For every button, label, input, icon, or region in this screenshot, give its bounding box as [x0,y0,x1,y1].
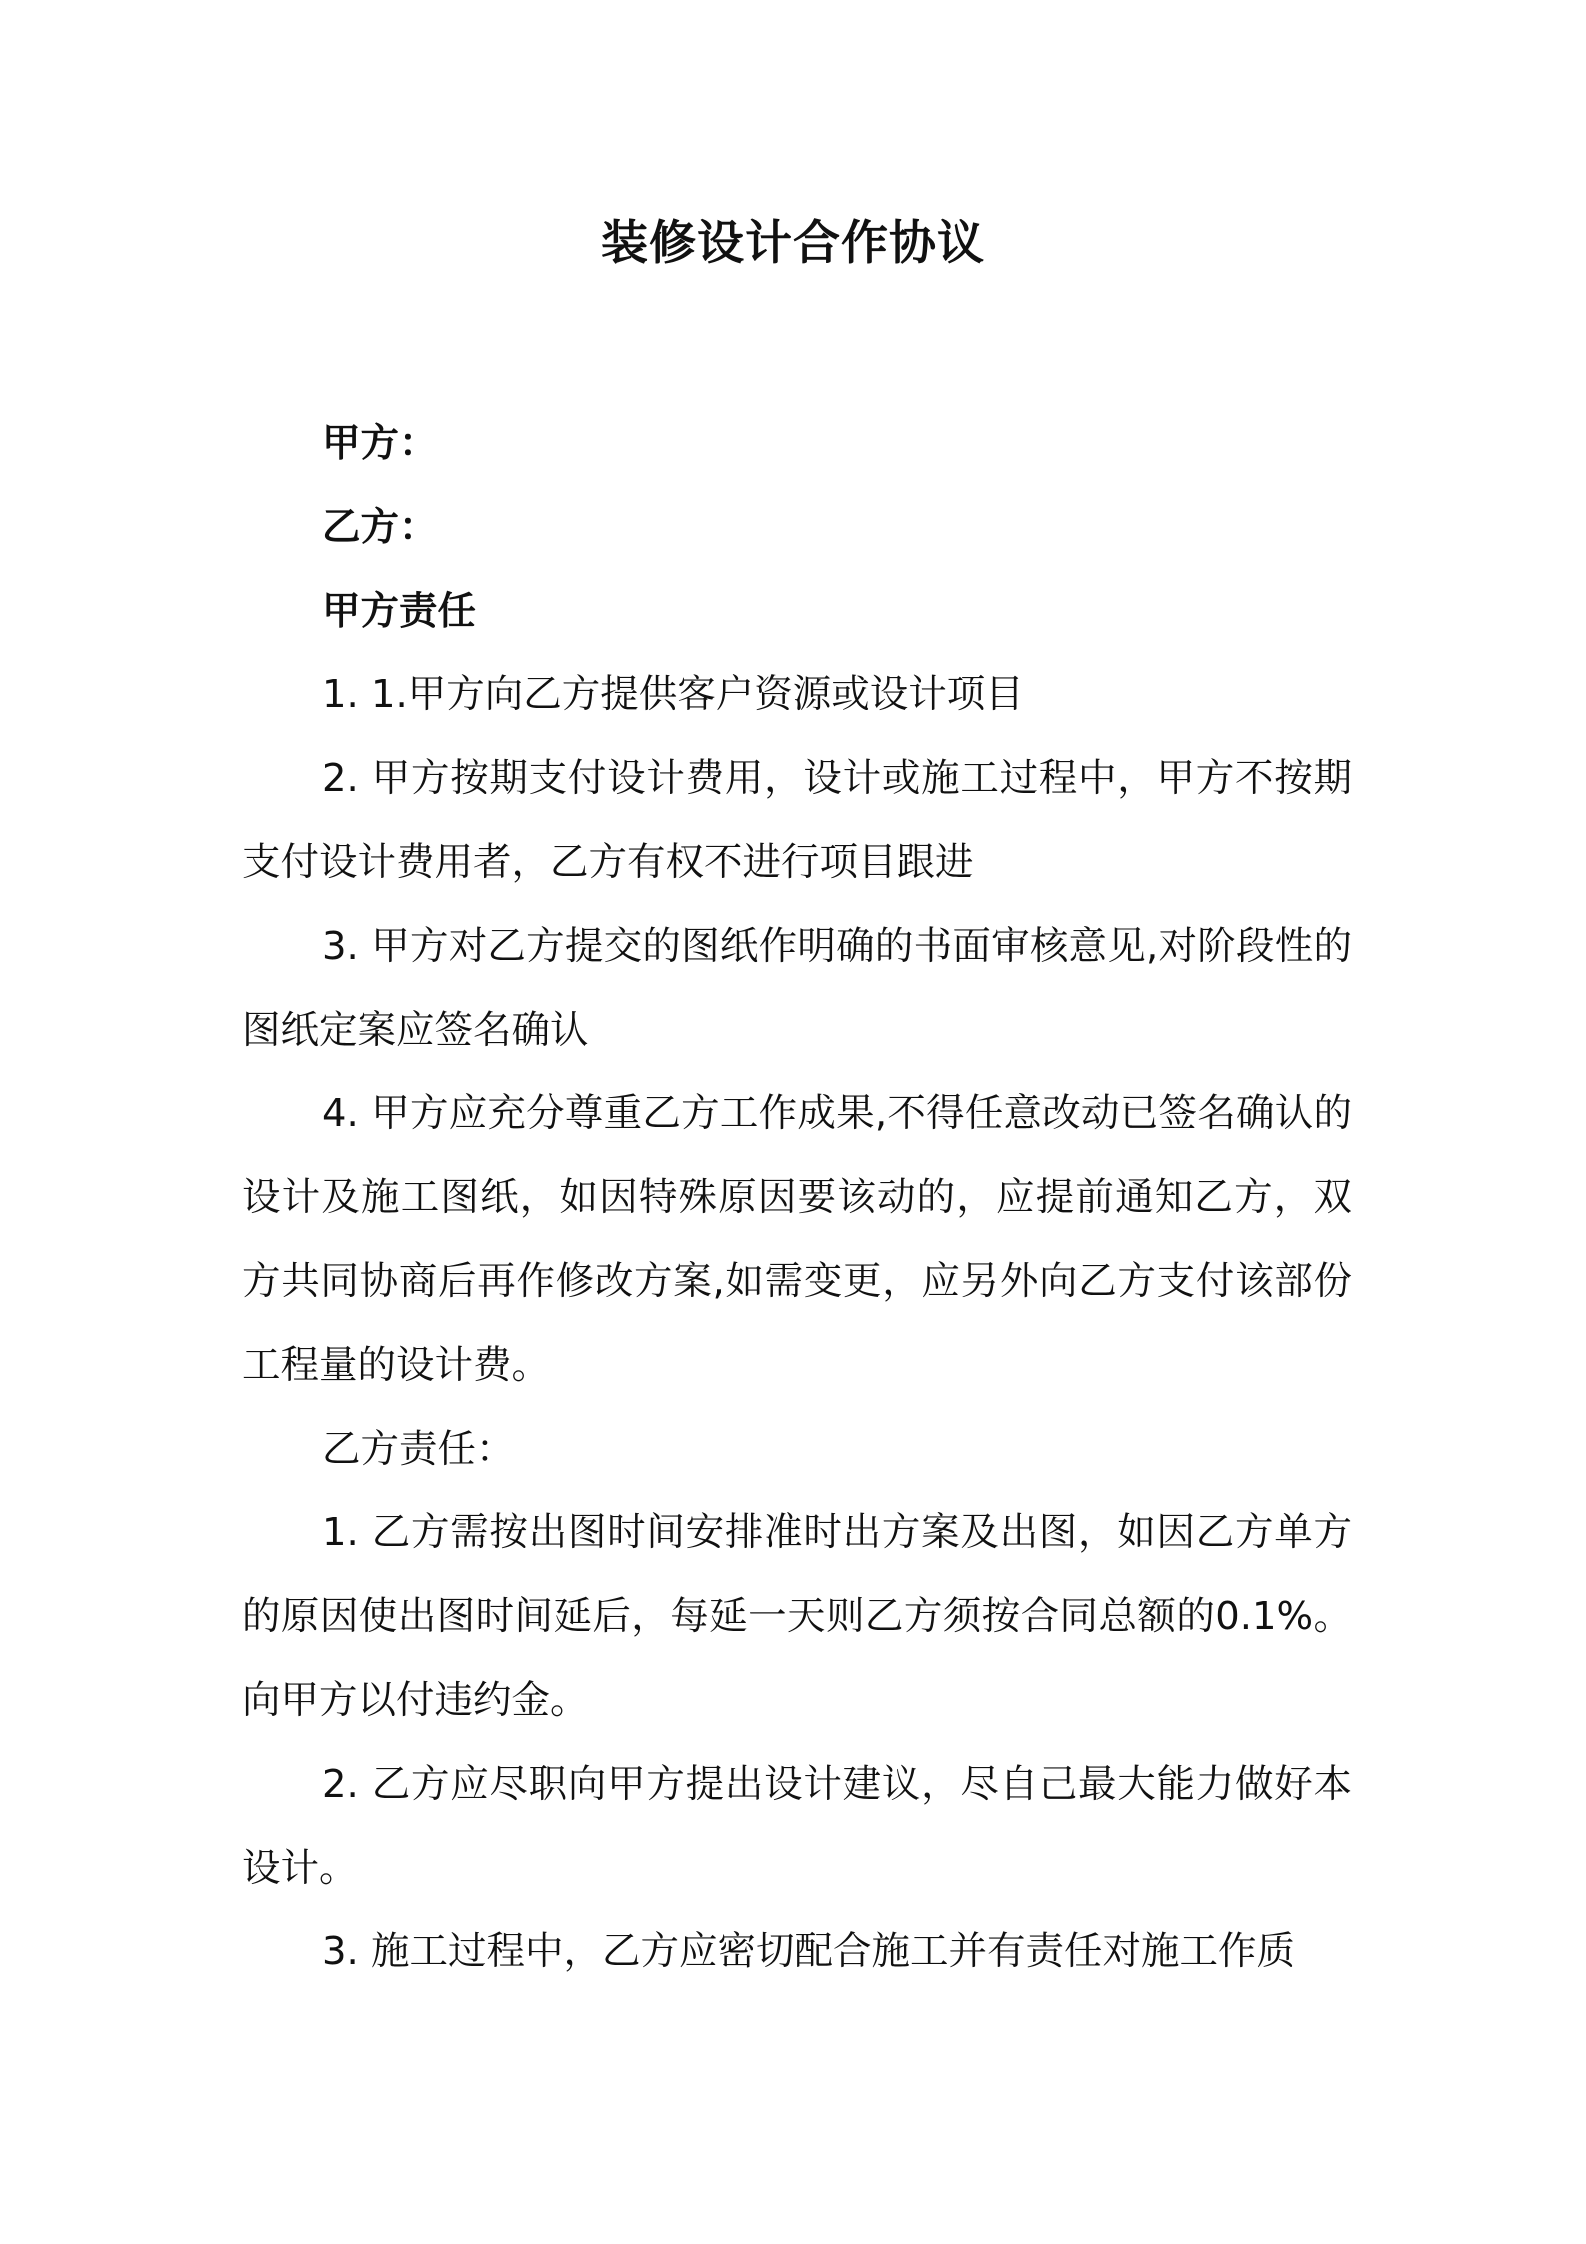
party-a-clause-4: 4. 甲方应充分尊重乙方工作成果,不得任意改动已签名确认的设计及施工图纸，如因特殊原因要该动的，应提前通知乙方，双方共同协商后再作修改方案,如需变更，应另外向乙方支付该部份工程量的设计费。 [242,1091,1352,1388]
party-a-label: 甲方： [322,421,438,466]
party-b-clause-3: 3. 施工过程中，乙方应密切配合施工并有责任对施工作质 [322,1929,1295,1975]
document-title: 装修设计合作协议 [601,216,985,271]
party-b-clause-2: 2. 乙方应尽职向甲方提出设计建议，尽自己最大能力做好本设计。 [242,1761,1352,1891]
party-a-clause-1: 1. 1.甲方向乙方提供客户资源或设计项目 [322,672,1024,718]
party-a-responsibilities-heading: 甲方责任 [322,588,477,634]
party-b-clause-1: 1. 乙方需按出图时间安排准时出方案及出图，如因乙方单方的原因使出图时间延后，每延一天则乙方须按合同总额的0.1%。向甲方以付违约金。 [242,1510,1352,1723]
party-b-label: 乙方： [322,504,438,550]
party-b-responsibilities-heading: 乙方责任： [322,1426,515,1472]
party-a-clause-2: 2. 甲方按期支付设计费用，设计或施工过程中，甲方不按期支付设计费用者，乙方有权不进行项目跟进 [242,756,1352,885]
party-a-clause-3: 3. 甲方对乙方提交的图纸作明确的书面审核意见,对阶段性的图纸定案应签名确认 [242,923,1352,1053]
document-body [242,402,1352,1994]
